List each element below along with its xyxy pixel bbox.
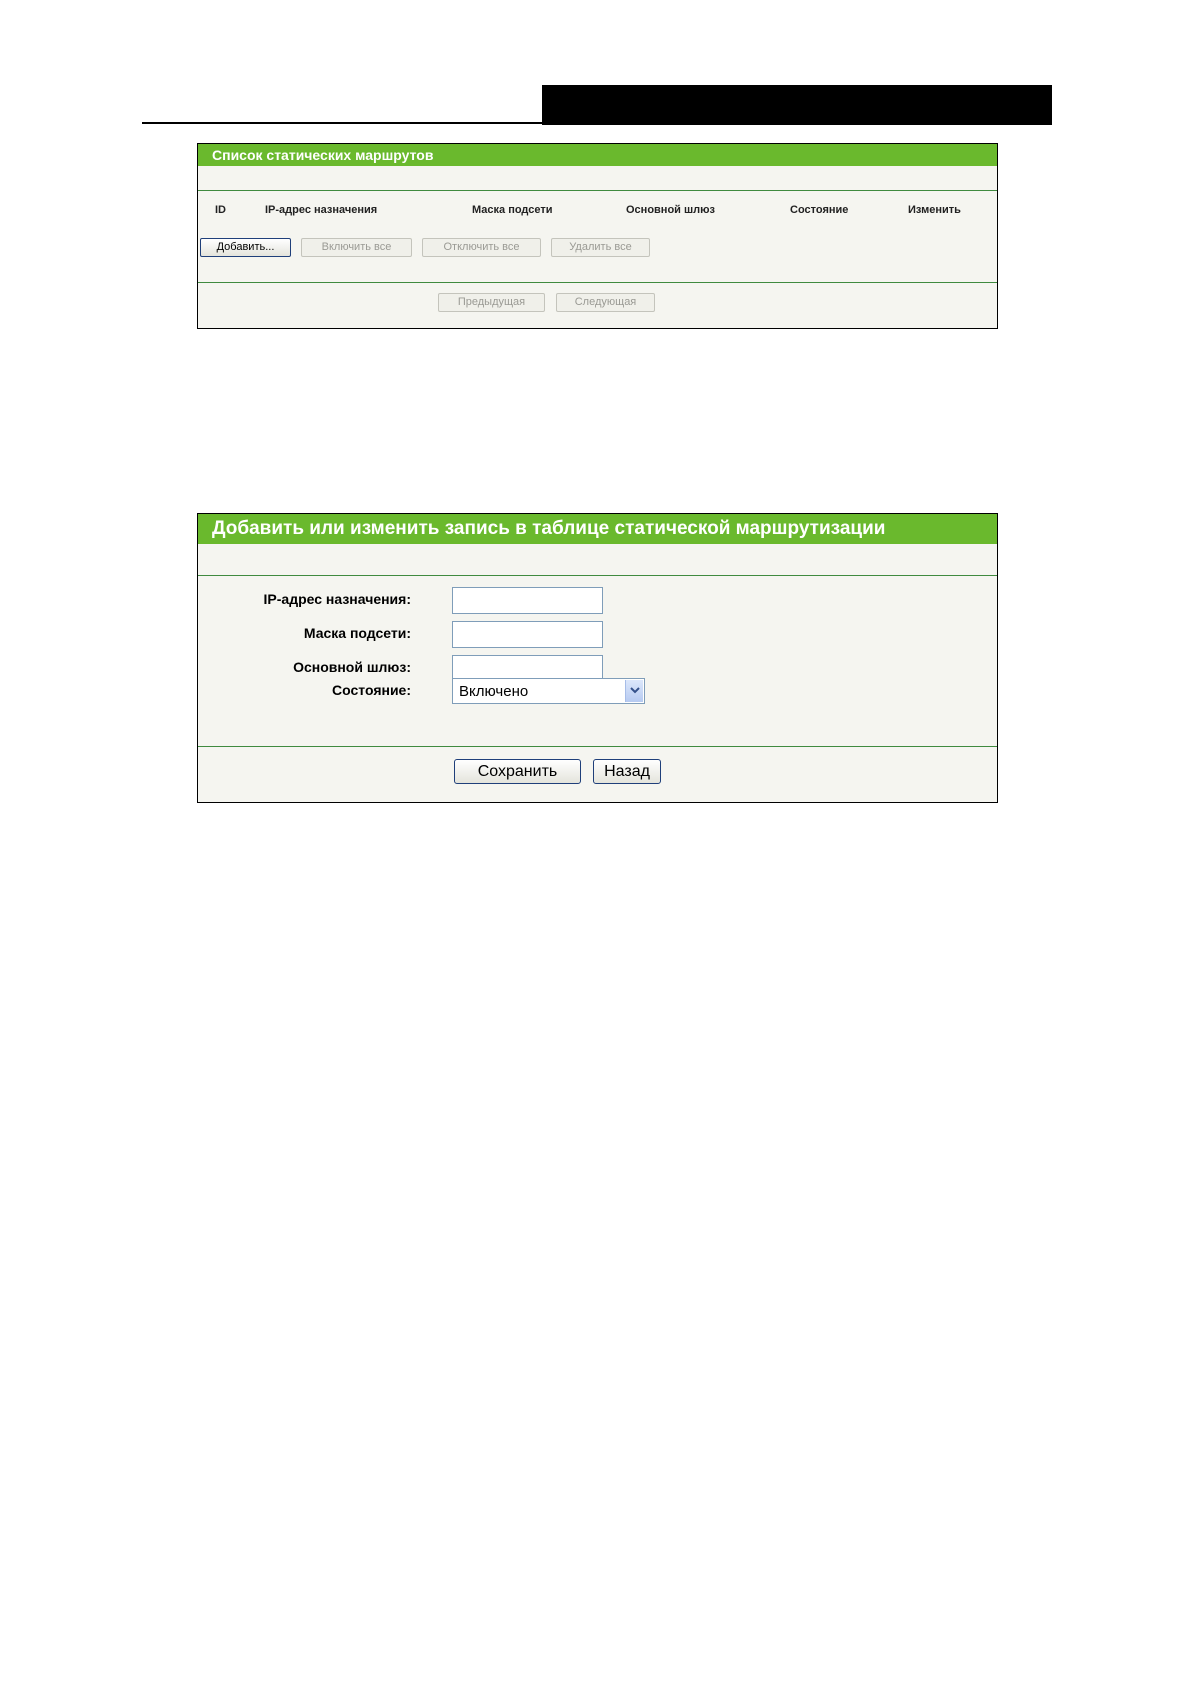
gateway-label: Основной шлюз: [293, 659, 411, 675]
header-rule [142, 122, 542, 124]
column-id: ID [215, 204, 226, 216]
edit-route-panel [197, 513, 998, 803]
column-gateway: Основной шлюз [626, 204, 715, 216]
column-modify: Изменить [908, 204, 961, 216]
previous-page-button[interactable]: Предыдущая [438, 293, 545, 312]
add-button[interactable]: Добавить... [200, 238, 291, 257]
subnet-mask-label: Маска подсети: [303, 625, 411, 641]
back-button[interactable]: Назад [593, 759, 661, 784]
dest-ip-label: IP-адрес назначения: [263, 591, 411, 607]
delete-all-button[interactable]: Удалить все [551, 238, 650, 257]
route-form [198, 576, 997, 747]
header-bar [542, 85, 1052, 125]
disable-all-button[interactable]: Отключить все [422, 238, 541, 257]
routes-table-header [198, 191, 997, 233]
column-dest-ip: IP-адрес назначения [265, 204, 378, 216]
static-routes-panel [197, 143, 998, 329]
subnet-mask-input[interactable] [452, 621, 603, 648]
enable-all-button[interactable]: Включить все [301, 238, 412, 257]
status-label: Состояние: [332, 682, 411, 698]
save-button[interactable]: Сохранить [454, 759, 581, 784]
column-subnet-mask: Маска подсети [472, 204, 553, 216]
chevron-down-icon[interactable] [625, 680, 643, 702]
next-page-button[interactable]: Следующая [556, 293, 655, 312]
routes-button-row [198, 233, 997, 283]
pagination-row [198, 283, 997, 328]
form-actions [198, 747, 997, 802]
column-status: Состояние [790, 204, 849, 216]
status-select[interactable] [452, 678, 645, 704]
dest-ip-input[interactable] [452, 587, 603, 614]
panel-title: Добавить или изменить запись в таблице статической маршрутизации [198, 514, 997, 544]
panel-spacer [198, 166, 997, 191]
panel-title: Список статических маршрутов [198, 144, 997, 166]
panel-spacer [198, 544, 997, 576]
status-select-value: Включено [459, 683, 529, 700]
